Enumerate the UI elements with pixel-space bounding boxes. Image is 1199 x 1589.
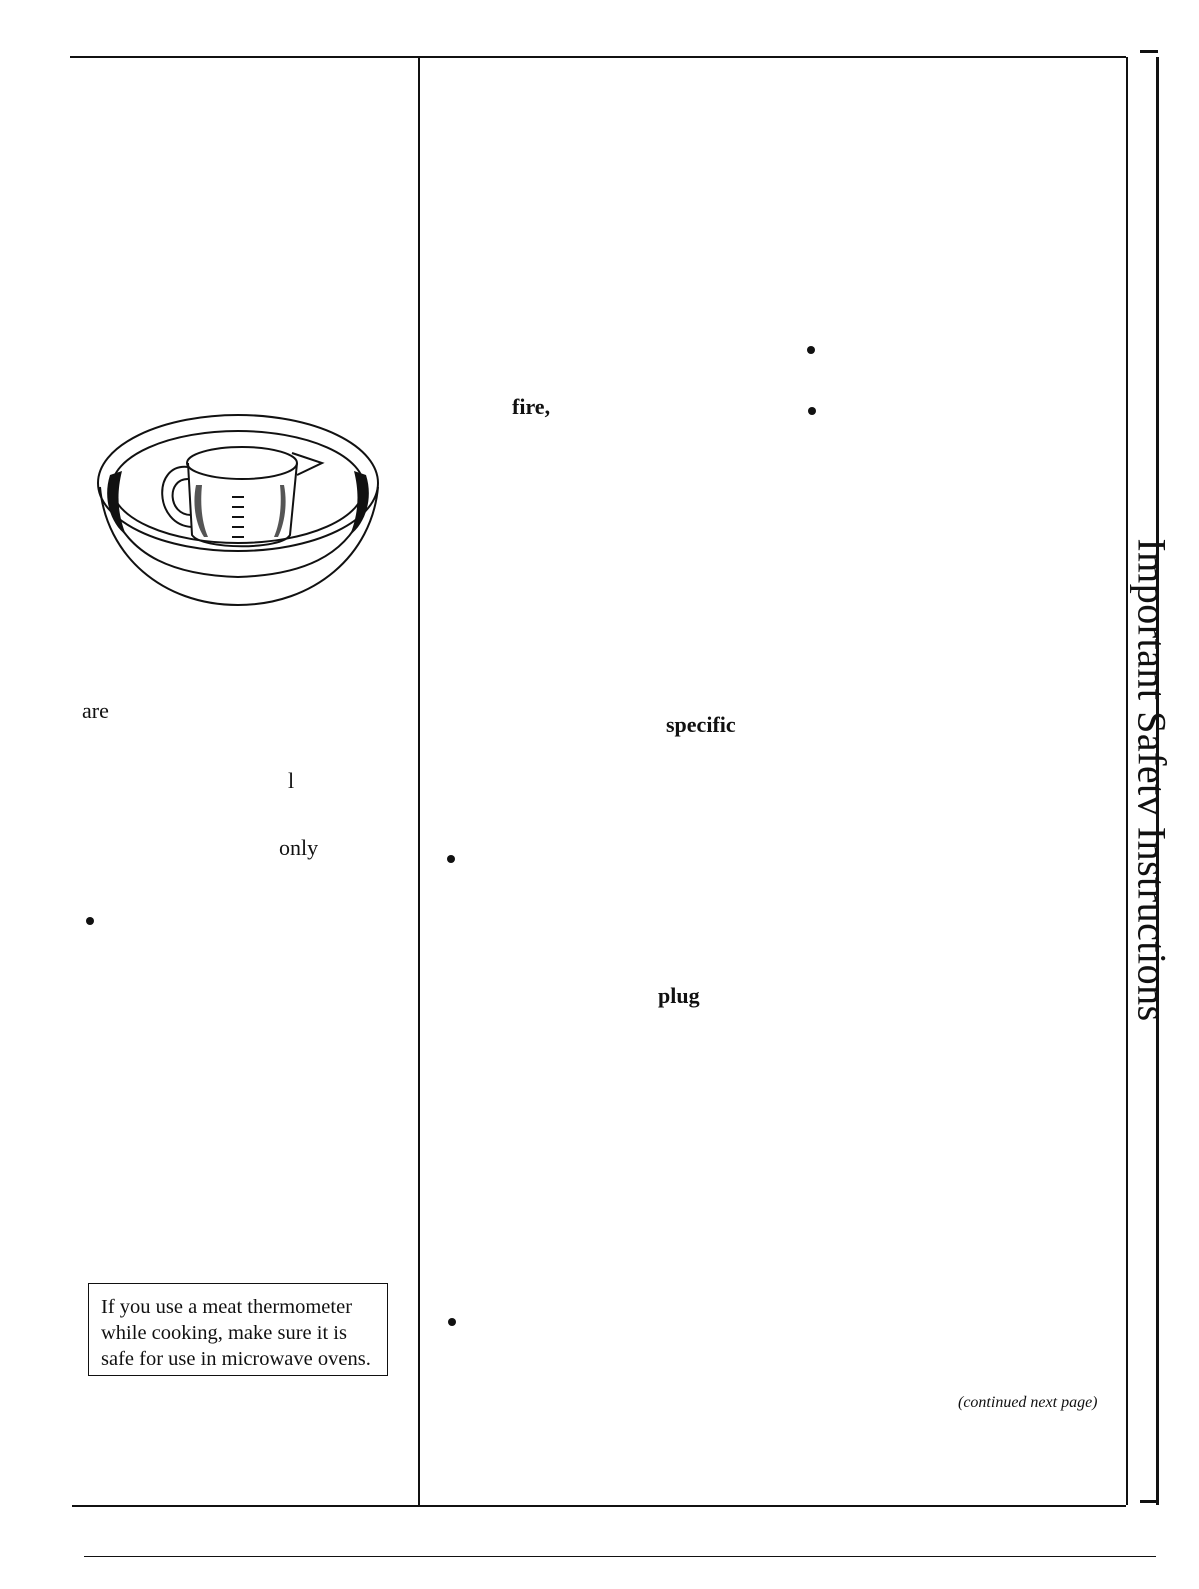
- callout-line-1: If you use a meat thermometer: [101, 1296, 353, 1318]
- right-bullet-2: [808, 407, 816, 415]
- continued-next-page: (continued next page): [958, 1394, 1098, 1411]
- meat-thermometer-callout: [88, 1283, 388, 1376]
- measuring-cup-in-bowl-illustration: [92, 405, 392, 620]
- left-fragment-one: l: [288, 768, 295, 793]
- right-bullet-3: [447, 855, 455, 863]
- side-tab-mark-bottom: [1140, 1500, 1158, 1503]
- left-fragment-only: only: [279, 835, 319, 860]
- right-fragment-specific: specific: [666, 712, 736, 737]
- side-tab-rule: [1126, 57, 1128, 1505]
- right-bullet-1: [807, 346, 815, 354]
- callout-line-2: while cooking, make sure it is: [101, 1322, 347, 1344]
- column-divider: [418, 57, 420, 1505]
- side-section-title: Important Safetv Instructions: [1129, 538, 1175, 1022]
- right-fragment-plug: plug: [658, 983, 700, 1008]
- left-bullet-1: [86, 917, 94, 925]
- footer-rule: [84, 1556, 1156, 1557]
- top-rule: [70, 56, 1126, 58]
- bottom-rule: [72, 1505, 1126, 1507]
- callout-line-3: safe for use in microwave ovens.: [101, 1348, 371, 1370]
- side-tab-mark-top: [1140, 50, 1158, 53]
- right-bullet-4: [448, 1318, 456, 1326]
- right-fragment-fire: fire,: [512, 394, 551, 419]
- left-fragment-are: are: [82, 698, 109, 723]
